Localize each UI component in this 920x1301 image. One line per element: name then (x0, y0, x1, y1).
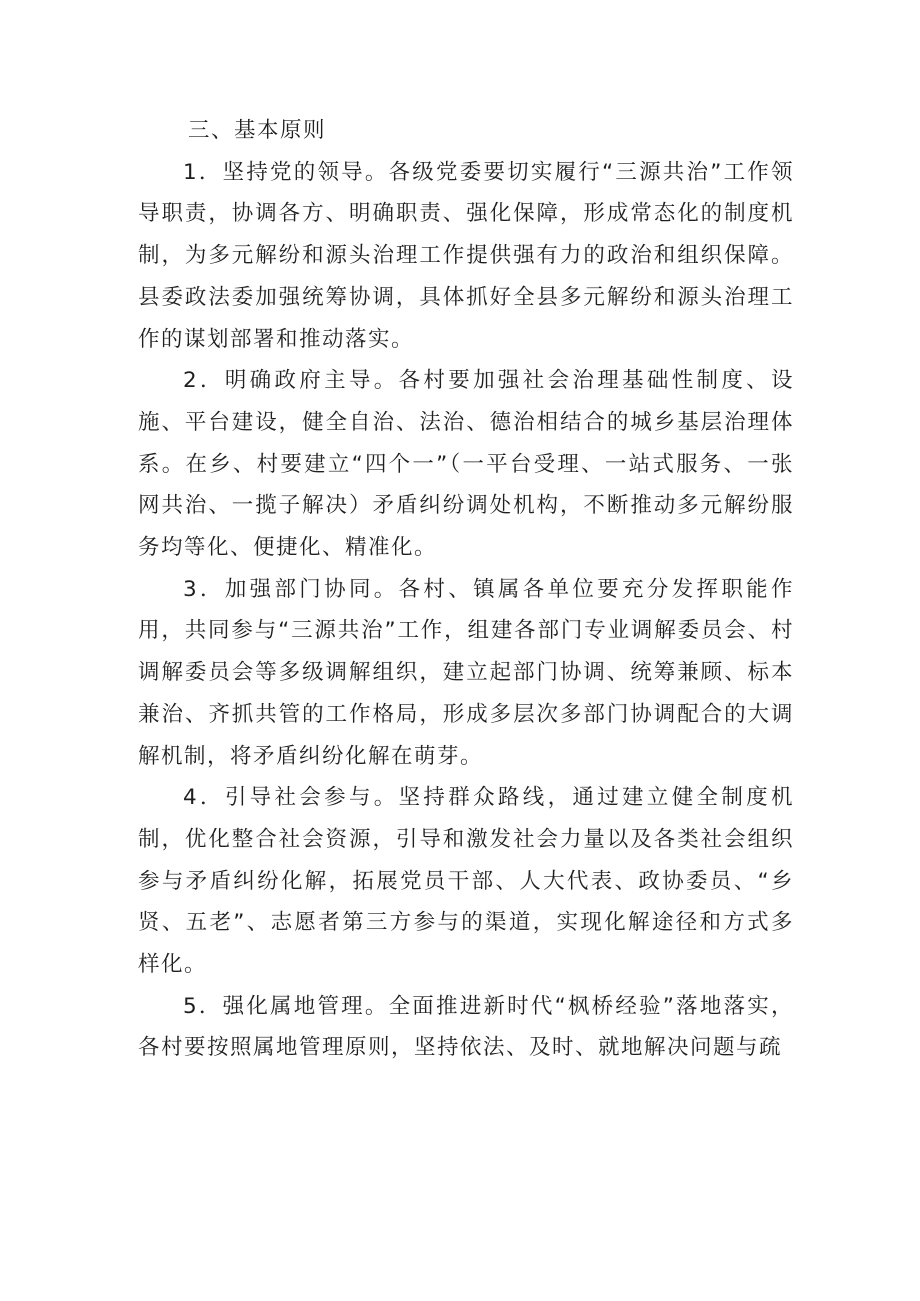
paragraph-1: 1．坚持党的领导。各级党委要切实履行“三源共治”工作领导职责，协调各方、明确职责、强化保障，形成常态化的制度机制，为多元解纷和源头治理工作提供强有力的政治和组织保障。县委政法委加强统筹协调，具体抓好全县多元解纷和源头治理工作的谋划部署和推动落实。 (138, 159, 794, 352)
section-heading: 三、基本原则 (188, 118, 327, 143)
paragraph-3: 3．加强部门协同。各村、镇属各单位要充分发挥职能作用，共同参与“三源共治”工作，组建各部门专业调解委员会、村调解委员会等多级调解组织，建立起部门协调、统筹兼顾、标本兼治、齐抓共管的工作格局，形成多层次多部门协调配合的大调解机制，将矛盾纠纷化解在萌芽。 (138, 576, 794, 769)
paragraph-5: 5．强化属地管理。全面推进新时代“枫桥经验”落地落实，各村要按照属地管理原则，坚持依法、及时、就地解决问题与疏 (138, 993, 794, 1061)
document-body (138, 110, 794, 1069)
paragraph-4: 4．引导社会参与。坚持群众路线，通过建立健全制度机制，优化整合社会资源，引导和激发社会力量以及各类社会组织参与矛盾纠纷化解，拓展党员干部、人大代表、政协委员、“乡贤、五老”、志愿者第三方参与的渠道，实现化解途径和方式多样化。 (138, 785, 794, 978)
paragraph-2: 2．明确政府主导。各村要加强社会治理基础性制度、设施、平台建设，健全自治、法治、德治相结合的城乡基层治理体系。在乡、村要建立“四个一”（一平台受理、一站式服务、一张网共治、一揽子解决）矛盾纠纷调处机构，不断推动多元解纷服务均等化、便捷化、精准化。 (138, 368, 794, 561)
